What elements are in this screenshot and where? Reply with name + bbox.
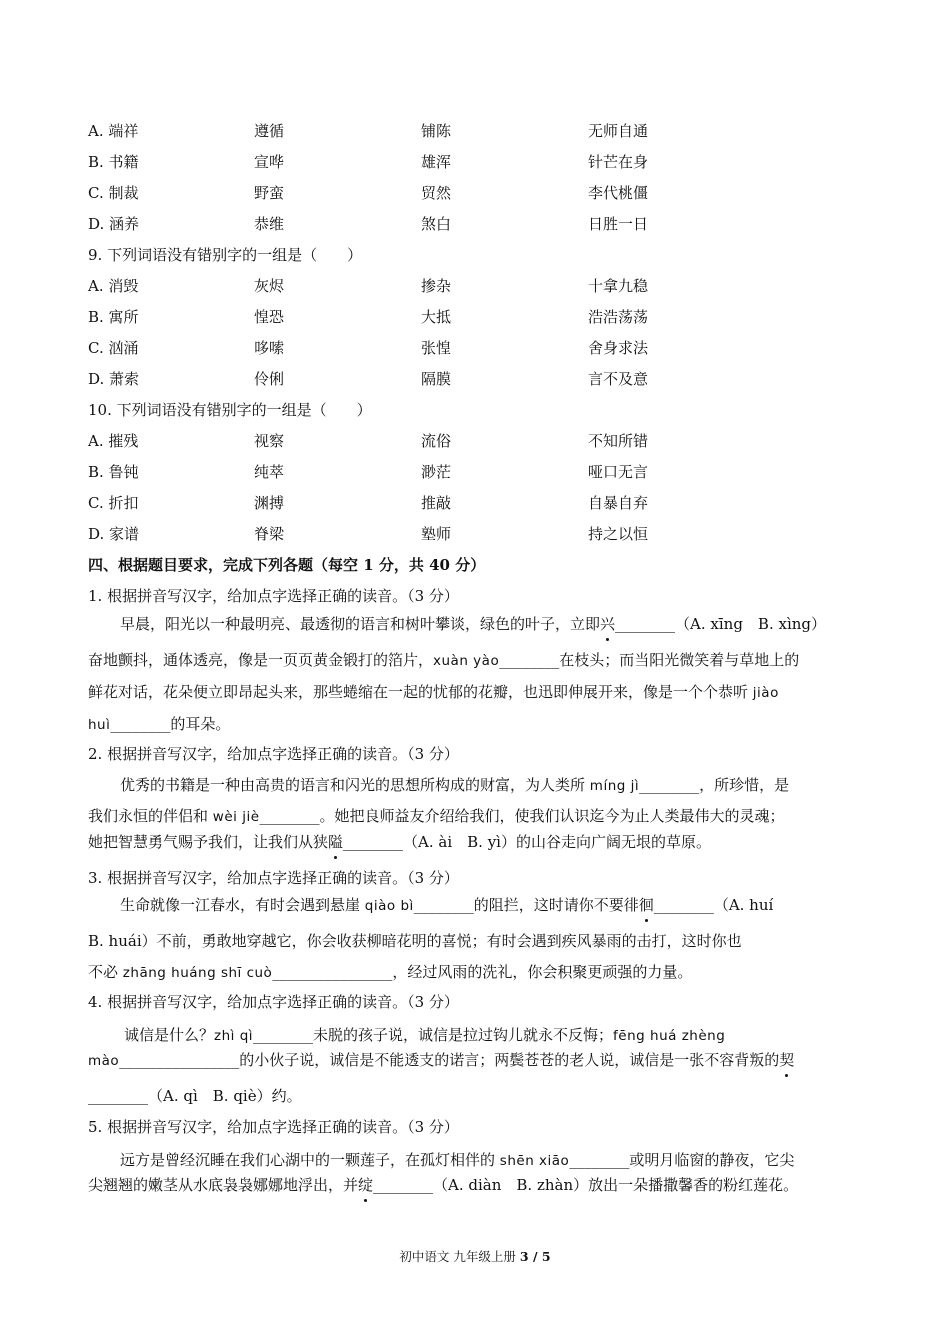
page-footer <box>0 1247 950 1265</box>
option-cell: 针芒在身 <box>588 153 649 171</box>
pinyin: fēng huá zhèng <box>613 1028 726 1044</box>
option-cell: 日胜一日 <box>588 215 649 233</box>
p2-line-2 <box>88 804 866 828</box>
option-cell: B. 鲁钝 <box>88 463 139 481</box>
p1-line-3 <box>88 680 866 704</box>
option-cell: 铺陈 <box>421 122 452 140</box>
text-with-blank: ________。她把良师益友介绍给我们，使我们认识迄今为止人类最伟大的灵魂； <box>259 807 785 825</box>
option-cell: 渊搏 <box>254 494 285 512</box>
blank-with-options: ________（A. huí <box>653 896 774 914</box>
dotted-char: 契 <box>779 1048 794 1072</box>
option-cell: 张惶 <box>421 339 452 357</box>
text-with-blank: ________在枝头；而当阳光微笑着与草地上的 <box>499 651 800 669</box>
option-cell: C. 制裁 <box>88 184 139 202</box>
option-cell: 无师自通 <box>588 122 649 140</box>
p5-line-1 <box>88 1148 898 1172</box>
pinyin: zhì qì <box>214 1028 254 1044</box>
q10-stem: 10. 下列词语没有错别字的一组是（ ） <box>88 401 372 419</box>
option-cell: 不知所错 <box>588 432 649 450</box>
text-with-blank: ________________，经过风雨的洗礼，你会积聚更顽强的力量。 <box>272 963 693 981</box>
option-cell: 恭维 <box>254 215 285 233</box>
option-cell: 李代桃僵 <box>588 184 649 202</box>
option-cell: 推敲 <box>421 494 452 512</box>
option-cell: 浩浩荡荡 <box>588 308 649 326</box>
option-cell: 掺杂 <box>421 277 452 295</box>
option-cell: 贸然 <box>421 184 452 202</box>
text: 不必 <box>88 963 119 981</box>
blank-with-options: ________（A. qì B. qiè）约。 <box>88 1087 302 1105</box>
option-cell: 塾师 <box>421 525 452 543</box>
text-with-blank: ________未脱的孩子说，诚信是拉过钩儿就永不反悔； <box>253 1026 614 1044</box>
option-cell: 灰烬 <box>254 277 285 295</box>
text-with-blank: ________，所珍惜，是 <box>639 776 790 794</box>
option-cell: C. 折扣 <box>88 494 139 512</box>
option-cell: 哑口无言 <box>588 463 649 481</box>
p3-stem: 3. 根据拼音写汉字，给加点字选择正确的读音。（3 分） <box>88 869 459 887</box>
p2-line-1 <box>88 773 898 797</box>
blank-with-options: ________（A. diàn B. zhàn）放出一朵播撒馨香的粉红莲花。 <box>373 1176 799 1194</box>
text: 尖翘翘的嫩茎从水底袅袅娜娜地浮出，并 <box>88 1176 359 1194</box>
p4-line-1 <box>88 1023 902 1047</box>
blank-with-options: ________（A. ài B. yì）的山谷走向广阔无垠的草原。 <box>343 833 711 851</box>
option-cell: B. 寓所 <box>88 308 139 326</box>
dotted-char: 兴 <box>600 612 615 636</box>
option-cell: 脊梁 <box>254 525 285 543</box>
pinyin: huì <box>88 717 111 733</box>
option-cell: 雄浑 <box>421 153 452 171</box>
p3-line-3 <box>88 960 866 984</box>
text-with-blank: ________的阻拦，这时请你不要徘 <box>413 896 639 914</box>
p3-line-1 <box>88 893 898 917</box>
pinyin: mào <box>88 1053 120 1069</box>
text: 我们永恒的伴侣和 <box>88 807 209 825</box>
page-number: 3 / 5 <box>519 1249 551 1264</box>
p4-line-2 <box>88 1048 866 1072</box>
option-cell: 野蛮 <box>254 184 285 202</box>
text: 奋地颤抖，通体透亮，像是一页页黄金锻打的箔片， <box>88 651 434 669</box>
pinyin: wèi jiè <box>208 809 260 825</box>
pinyin: qiào bì <box>360 898 414 914</box>
p4-stem: 4. 根据拼音写汉字，给加点字选择正确的读音。（3 分） <box>88 993 459 1011</box>
dotted-char: 徊 <box>639 893 654 917</box>
option-cell: A. 消毁 <box>88 277 139 295</box>
option-cell: 宣哗 <box>254 153 285 171</box>
option-cell: 言不及意 <box>588 370 649 388</box>
text: 优秀的书籍是一种由高贵的语言和闪光的思想所构成的财富，为人类所 <box>120 776 586 794</box>
text: 诚信是什么？ <box>124 1026 215 1044</box>
pinyin: míng jì <box>585 778 640 794</box>
text: 早晨，阳光以一种最明亮、最透彻的语言和树叶攀谈，绿色的叶子，立即 <box>120 615 601 633</box>
option-cell: 伶俐 <box>254 370 285 388</box>
text: 鲜花对话，花朵便立即昂起头来，那些蜷缩在一起的忧郁的花瓣，也迅即伸展开来，像是一个个恭听 <box>88 683 749 701</box>
option-cell: 渺茫 <box>421 463 452 481</box>
option-cell: 隔膜 <box>421 370 452 388</box>
text-with-blank: ________________的小伙子说，诚信是不能透支的诺言；两鬓苍苍的老人说，诚信是一张不容背叛的 <box>119 1051 780 1069</box>
option-cell: 持之以恒 <box>588 525 649 543</box>
pinyin: jiào <box>748 685 779 701</box>
pinyin: zhāng huáng shī cuò <box>118 965 273 981</box>
option-cell: D. 家谱 <box>88 525 140 543</box>
option-cell: D. 萧索 <box>88 370 140 388</box>
p1-line-4 <box>88 712 866 736</box>
option-cell: B. 书籍 <box>88 153 139 171</box>
option-cell: 自暴自弃 <box>588 494 649 512</box>
blank-with-options: ________（A. xīng B. xìng） <box>615 615 826 633</box>
p2-line-3 <box>88 830 866 854</box>
text: 远方是曾经沉睡在我们心湖中的一颗莲子，在孤灯相伴的 <box>120 1151 496 1169</box>
p5-line-2 <box>88 1173 866 1197</box>
pinyin: xuàn yào <box>433 653 500 669</box>
option-cell: C. 汹涌 <box>88 339 139 357</box>
q9-stem: 9. 下列词语没有错别字的一组是（ ） <box>88 246 363 264</box>
option-cell: D. 涵养 <box>88 215 140 233</box>
text-with-blank: ________的耳朵。 <box>110 715 231 733</box>
dotted-char: 绽 <box>358 1173 373 1197</box>
option-cell: 大抵 <box>421 308 452 326</box>
text-with-blank: ________或明月临窗的静夜，它尖 <box>569 1151 795 1169</box>
p2-stem: 2. 根据拼音写汉字，给加点字选择正确的读音。（3 分） <box>88 745 459 763</box>
footer-text: 初中语文 九年级上册 <box>399 1249 516 1264</box>
p1-line-1 <box>88 612 898 636</box>
option-cell: 十拿九稳 <box>588 277 649 295</box>
option-cell: A. 摧残 <box>88 432 139 450</box>
option-cell: A. 端祥 <box>88 122 139 140</box>
text: 她把智慧勇气赐予我们，让我们从狭 <box>88 833 329 851</box>
option-cell: 流俗 <box>421 432 452 450</box>
option-cell: 哆嗦 <box>254 339 285 357</box>
option-cell: 遵循 <box>254 122 285 140</box>
dotted-char: 隘 <box>328 830 343 854</box>
option-cell: 视察 <box>254 432 285 450</box>
option-cell: 纯萃 <box>254 463 285 481</box>
option-cell: 煞白 <box>421 215 452 233</box>
p3-line-2: B. huái）不前，勇敢地穿越它，你会收获柳暗花明的喜悦；有时会遇到疾风暴雨的击打，这时你也 <box>88 932 742 950</box>
p5-stem: 5. 根据拼音写汉字，给加点字选择正确的读音。（3 分） <box>88 1118 459 1136</box>
section-heading: 四、根据题目要求，完成下列各题（每空 1 分，共 40 分） <box>88 556 486 574</box>
text: 生命就像一江春水，有时会遇到悬崖 <box>120 896 361 914</box>
option-cell: 惶恐 <box>254 308 285 326</box>
option-cell: 舍身求法 <box>588 339 649 357</box>
pinyin: shēn xiāo <box>495 1153 570 1169</box>
p4-line-3 <box>88 1084 866 1108</box>
p1-line-2 <box>88 648 866 672</box>
p1-stem: 1. 根据拼音写汉字，给加点字选择正确的读音。（3 分） <box>88 587 459 605</box>
